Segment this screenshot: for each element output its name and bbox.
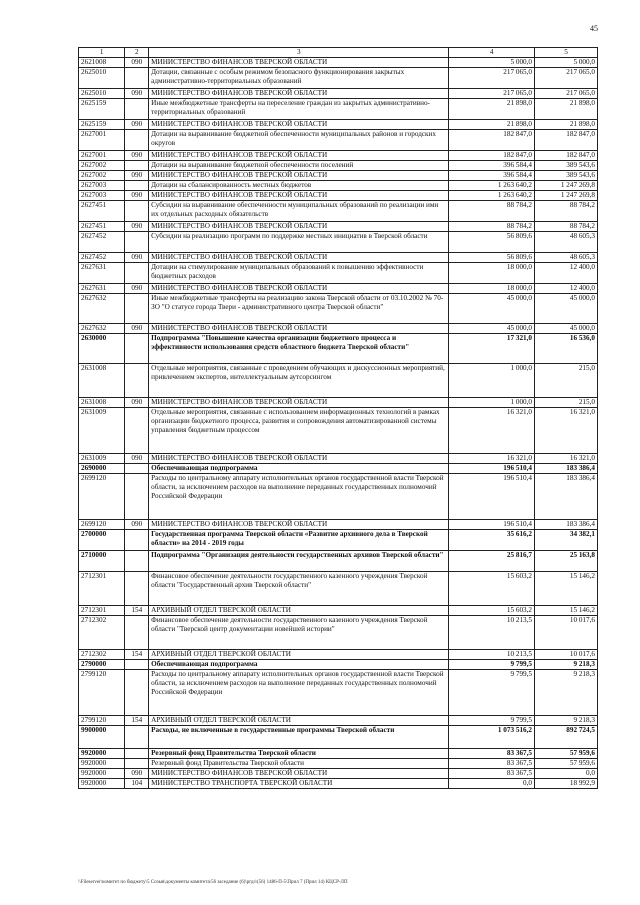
- row-name: МИНИСТЕРСТВО ФИНАНСОВ ТВЕРСКОЙ ОБЛАСТИ: [149, 324, 449, 334]
- row-sub-code: 154: [125, 650, 149, 660]
- row-value-actual: 182 847,0: [535, 151, 598, 161]
- row-sub-code: [125, 551, 149, 572]
- row-value-planned: 0,0: [449, 779, 535, 789]
- row-value-planned: 217 065,0: [449, 89, 535, 99]
- row-name: МИНИСТЕРСТВО ФИНАНСОВ ТВЕРСКОЙ ОБЛАСТИ: [149, 171, 449, 181]
- row-value-actual: 10 017,6: [535, 616, 598, 650]
- row-name: Финансовое обеспечение деятельности государственного казенного учреждения Тверской области "Тверской центр документации новейшей истории": [149, 616, 449, 650]
- row-code: 2627452: [79, 253, 125, 263]
- row-value-actual: 12 400,0: [535, 263, 598, 284]
- row-code: 2627631: [79, 284, 125, 294]
- row-value-planned: 196 510,4: [449, 464, 535, 474]
- row-value-actual: 9 218,3: [535, 716, 598, 726]
- row-code: 2621008: [79, 58, 125, 68]
- row-sub-code: [125, 263, 149, 284]
- row-code: 2631008: [79, 398, 125, 408]
- row-value-planned: 1 263 640,2: [449, 191, 535, 201]
- row-value-planned: 1 263 640,2: [449, 181, 535, 191]
- row-name: Расходы по центральному аппарату исполнительных органов государственной власти Тверской области, за исключением расходов на выполнение переданных государственных полномочий Российской Федерации: [149, 670, 449, 716]
- row-name: АРХИВНЫЙ ОТДЕЛ ТВЕРСКОЙ ОБЛАСТИ: [149, 606, 449, 616]
- row-value-actual: 389 543,6: [535, 171, 598, 181]
- row-value-planned: 16 321,0: [449, 454, 535, 464]
- row-name: АРХИВНЫЙ ОТДЕЛ ТВЕРСКОЙ ОБЛАСТИ: [149, 650, 449, 660]
- row-value-actual: 10 017,6: [535, 650, 598, 660]
- row-name: МИНИСТЕРСТВО ФИНАНСОВ ТВЕРСКОЙ ОБЛАСТИ: [149, 151, 449, 161]
- row-name: Финансовое обеспечение деятельности государственного казенного учреждения Тверской области "Государственный архив Тверской области": [149, 572, 449, 606]
- row-value-actual: 5 000,0: [535, 58, 598, 68]
- row-sub-code: 090: [125, 398, 149, 408]
- table-row: [79, 232, 598, 253]
- row-sub-code: 090: [125, 222, 149, 232]
- row-value-actual: 9 218,3: [535, 670, 598, 716]
- row-sub-code: [125, 726, 149, 749]
- row-value-actual: 15 146,2: [535, 606, 598, 616]
- row-value-planned: 88 784,2: [449, 201, 535, 222]
- table-row: [79, 181, 598, 191]
- table-row: [79, 616, 598, 650]
- row-code: 9920000: [79, 759, 125, 769]
- row-name: Резервный фонд Правительства Тверской области: [149, 759, 449, 769]
- row-value-actual: 9 218,3: [535, 660, 598, 670]
- row-value-actual: 892 724,5: [535, 726, 598, 749]
- table-row: [79, 398, 598, 408]
- row-sub-code: [125, 660, 149, 670]
- row-sub-code: 090: [125, 171, 149, 181]
- row-value-planned: 56 809,6: [449, 253, 535, 263]
- table-row: [79, 551, 598, 572]
- row-value-planned: 1 000,0: [449, 398, 535, 408]
- row-value-planned: 17 321,0: [449, 334, 535, 364]
- row-name: Дотации на выравнивание бюджетной обеспеченности муниципальных районов и городских округов: [149, 130, 449, 151]
- row-sub-code: [125, 530, 149, 551]
- row-name: Иные межбюджетные трансферты на реализацию закона Тверской области от 03.10.2002 № 70-ЗО "О статусе города Твери - административного центра Тверской области": [149, 294, 449, 324]
- row-name: Подпрограмма "Организация деятельности государственных архивов Тверской области": [149, 551, 449, 572]
- table-row: [79, 716, 598, 726]
- row-value-actual: 183 386,4: [535, 474, 598, 520]
- table-row: [79, 520, 598, 530]
- row-value-planned: 396 584,4: [449, 161, 535, 171]
- row-sub-code: [125, 408, 149, 454]
- page-number: 45: [590, 24, 598, 33]
- row-name: МИНИСТЕРСТВО ФИНАНСОВ ТВЕРСКОЙ ОБЛАСТИ: [149, 120, 449, 130]
- row-value-actual: 88 784,2: [535, 222, 598, 232]
- row-value-planned: 396 584,4: [449, 171, 535, 181]
- row-value-planned: 25 816,7: [449, 551, 535, 572]
- row-value-planned: 15 603,2: [449, 606, 535, 616]
- row-value-actual: 1 247 269,8: [535, 191, 598, 201]
- table-row: [79, 201, 598, 222]
- table-body: [79, 58, 598, 789]
- table-row: [79, 68, 598, 89]
- row-code: 2690000: [79, 464, 125, 474]
- row-sub-code: [125, 572, 149, 606]
- row-value-planned: 9 799,5: [449, 670, 535, 716]
- row-value-planned: 1 073 516,2: [449, 726, 535, 749]
- table-row: [79, 58, 598, 68]
- table-row: [79, 253, 598, 263]
- row-value-actual: 45 000,0: [535, 324, 598, 334]
- row-value-planned: 182 847,0: [449, 151, 535, 161]
- table-row: [79, 572, 598, 606]
- row-name: Расходы по центральному аппарату исполнительных органов государственной власти Тверской области, за исключением расходов на выполнение переданных государственных полномочий Российской Федерации: [149, 474, 449, 520]
- row-name: Иные межбюджетные трансферты на переселение граждан из закрытых административно-территориальных образований: [149, 99, 449, 120]
- row-code: 2699120: [79, 474, 125, 520]
- row-code: 9920000: [79, 779, 125, 789]
- row-sub-code: 090: [125, 454, 149, 464]
- row-name: Обеспечивающая подпрограмма: [149, 464, 449, 474]
- row-value-planned: 18 000,0: [449, 263, 535, 284]
- table-row: [79, 171, 598, 181]
- row-value-actual: 16 321,0: [535, 454, 598, 464]
- row-sub-code: [125, 68, 149, 89]
- row-sub-code: 090: [125, 520, 149, 530]
- table-row: [79, 464, 598, 474]
- row-sub-code: [125, 181, 149, 191]
- row-name: Дотации на выравнивание бюджетной обеспеченности поселений: [149, 161, 449, 171]
- row-code: 2625159: [79, 120, 125, 130]
- row-value-actual: 12 400,0: [535, 284, 598, 294]
- row-sub-code: 090: [125, 120, 149, 130]
- row-value-planned: 196 510,4: [449, 474, 535, 520]
- row-value-planned: 1 000,0: [449, 364, 535, 398]
- row-sub-code: 090: [125, 151, 149, 161]
- row-code: 2790000: [79, 660, 125, 670]
- row-sub-code: 154: [125, 716, 149, 726]
- row-value-planned: 217 065,0: [449, 68, 535, 89]
- row-sub-code: [125, 201, 149, 222]
- row-sub-code: 090: [125, 191, 149, 201]
- row-sub-code: [125, 294, 149, 324]
- row-value-actual: 21 898,0: [535, 120, 598, 130]
- row-name: МИНИСТЕРСТВО ФИНАНСОВ ТВЕРСКОЙ ОБЛАСТИ: [149, 769, 449, 779]
- table-header-row: [79, 48, 598, 58]
- row-value-actual: 182 847,0: [535, 130, 598, 151]
- row-sub-code: 090: [125, 58, 149, 68]
- row-name: Обеспечивающая подпрограмма: [149, 660, 449, 670]
- row-name: МИНИСТЕРСТВО ФИНАНСОВ ТВЕРСКОЙ ОБЛАСТИ: [149, 284, 449, 294]
- header-col-1: 1: [79, 48, 125, 58]
- row-code: 2627631: [79, 263, 125, 284]
- row-value-planned: 45 000,0: [449, 294, 535, 324]
- table-row: [79, 606, 598, 616]
- table-row: [79, 89, 598, 99]
- row-value-actual: 215,0: [535, 398, 598, 408]
- row-name: МИНИСТЕРСТВО ФИНАНСОВ ТВЕРСКОЙ ОБЛАСТИ: [149, 191, 449, 201]
- row-code: 2627003: [79, 181, 125, 191]
- row-code: 2627452: [79, 232, 125, 253]
- row-value-actual: 215,0: [535, 364, 598, 398]
- row-sub-code: [125, 232, 149, 253]
- row-sub-code: 090: [125, 324, 149, 334]
- row-value-actual: 45 000,0: [535, 294, 598, 324]
- row-name: МИНИСТЕРСТВО ФИНАНСОВ ТВЕРСКОЙ ОБЛАСТИ: [149, 222, 449, 232]
- row-value-planned: 16 321,0: [449, 408, 535, 454]
- row-name: Государственная программа Тверской области «Развитие архивного дела в Тверской области» на 2014 - 2019 годы: [149, 530, 449, 551]
- header-col-4: 4: [449, 48, 535, 58]
- row-value-planned: 9 799,5: [449, 660, 535, 670]
- row-code: 9920000: [79, 769, 125, 779]
- table-row: [79, 364, 598, 398]
- row-name: Субсидии на реализацию программ по поддержке местных инициатив в Тверской области: [149, 232, 449, 253]
- row-code: 2627003: [79, 191, 125, 201]
- row-code: 2627001: [79, 151, 125, 161]
- row-value-actual: 15 146,2: [535, 572, 598, 606]
- table-row: [79, 191, 598, 201]
- header-col-3: 3: [149, 48, 449, 58]
- table-row: [79, 454, 598, 464]
- row-sub-code: 154: [125, 606, 149, 616]
- row-sub-code: [125, 334, 149, 364]
- table-row: [79, 294, 598, 324]
- row-code: 2712301: [79, 572, 125, 606]
- row-code: 2631009: [79, 454, 125, 464]
- header-col-2: 2: [125, 48, 149, 58]
- table-row: [79, 726, 598, 749]
- row-value-planned: 9 799,5: [449, 716, 535, 726]
- row-value-actual: 16 536,0: [535, 334, 598, 364]
- row-value-actual: 57 959,6: [535, 749, 598, 759]
- table-row: [79, 284, 598, 294]
- row-name: Субсидии на выравнивание обеспеченности муниципальных образований по реализации ими их отдельных расходных обязательств: [149, 201, 449, 222]
- row-sub-code: 090: [125, 253, 149, 263]
- row-code: 2625159: [79, 99, 125, 120]
- table-row: [79, 660, 598, 670]
- row-value-actual: 25 163,8: [535, 551, 598, 572]
- row-code: 2699120: [79, 520, 125, 530]
- table-row: [79, 263, 598, 284]
- row-value-actual: 217 065,0: [535, 89, 598, 99]
- row-code: 2700000: [79, 530, 125, 551]
- row-sub-code: [125, 99, 149, 120]
- row-value-planned: 83 367,5: [449, 759, 535, 769]
- row-value-actual: 57 959,6: [535, 759, 598, 769]
- row-value-actual: 16 321,0: [535, 408, 598, 454]
- table-row: [79, 749, 598, 759]
- row-code: 2631008: [79, 364, 125, 398]
- table-row: [79, 779, 598, 789]
- row-value-planned: 10 213,5: [449, 650, 535, 660]
- row-value-actual: 34 382,1: [535, 530, 598, 551]
- row-sub-code: 090: [125, 284, 149, 294]
- row-code: 2627002: [79, 171, 125, 181]
- table-row: [79, 769, 598, 779]
- budget-table: [78, 47, 598, 789]
- row-code: 2712301: [79, 606, 125, 616]
- row-name: Подпрограмма "Повышение качества организации бюджетного процесса и эффективности использования средств областного бюджета Тверской области": [149, 334, 449, 364]
- row-value-planned: 18 000,0: [449, 284, 535, 294]
- row-name: Расходы, не включенные в государственные программы Тверской области: [149, 726, 449, 749]
- row-value-planned: 56 809,6: [449, 232, 535, 253]
- table-row: [79, 670, 598, 716]
- table-row: [79, 650, 598, 660]
- row-sub-code: 090: [125, 769, 149, 779]
- row-name: Дотации, связанные с особым режимом безопасного функционирования закрытых административно-территориальных образований: [149, 68, 449, 89]
- row-name: АРХИВНЫЙ ОТДЕЛ ТВЕРСКОЙ ОБЛАСТИ: [149, 716, 449, 726]
- row-value-planned: 10 213,5: [449, 616, 535, 650]
- row-sub-code: [125, 130, 149, 151]
- row-code: 2625010: [79, 89, 125, 99]
- row-code: 2712302: [79, 616, 125, 650]
- row-name: Отдельные мероприятия, связанные с использованием информационных технологий в рамках организации бюджетного процесса, развития и сопровождения автоматизированной системы управления бюджетным процессом: [149, 408, 449, 454]
- row-value-actual: 0,0: [535, 769, 598, 779]
- row-value-actual: 48 605,3: [535, 253, 598, 263]
- row-code: 9920000: [79, 749, 125, 759]
- row-value-planned: 45 000,0: [449, 324, 535, 334]
- row-value-actual: 389 543,6: [535, 161, 598, 171]
- row-value-planned: 83 367,5: [449, 749, 535, 759]
- row-name: Отдельные мероприятия, связанные с проведением обучающих и дискуссионных мероприятий, привлечением экспертов, интеллектуальным аутсорсингом: [149, 364, 449, 398]
- row-value-actual: 21 898,0: [535, 99, 598, 120]
- row-name: МИНИСТЕРСТВО ТРАНСПОРТА ТВЕРСКОЙ ОБЛАСТИ: [149, 779, 449, 789]
- row-value-planned: 21 898,0: [449, 120, 535, 130]
- row-value-planned: 88 784,2: [449, 222, 535, 232]
- row-value-actual: 217 065,0: [535, 68, 598, 89]
- row-sub-code: [125, 364, 149, 398]
- row-value-actual: 183 386,4: [535, 520, 598, 530]
- row-code: 2712302: [79, 650, 125, 660]
- row-code: 9900000: [79, 726, 125, 749]
- file-path-footer: \\Fileserver\комитет по бюджету\5 Созыв\документы комитета\56 заседание (6)\ргдз\(56) 1486-П-5\Прил 7 (Прил 14) КЦСР-ЛП: [78, 880, 348, 885]
- table-row: [79, 222, 598, 232]
- header-col-5: 5: [535, 48, 598, 58]
- row-name: Дотации на сбалансированность местных бюджетов: [149, 181, 449, 191]
- row-value-planned: 83 367,5: [449, 769, 535, 779]
- row-name: МИНИСТЕРСТВО ФИНАНСОВ ТВЕРСКОЙ ОБЛАСТИ: [149, 398, 449, 408]
- row-sub-code: [125, 670, 149, 716]
- row-name: МИНИСТЕРСТВО ФИНАНСОВ ТВЕРСКОЙ ОБЛАСТИ: [149, 89, 449, 99]
- row-name: МИНИСТЕРСТВО ФИНАНСОВ ТВЕРСКОЙ ОБЛАСТИ: [149, 253, 449, 263]
- table-row: [79, 408, 598, 454]
- table-row: [79, 130, 598, 151]
- row-sub-code: 104: [125, 779, 149, 789]
- table-row: [79, 334, 598, 364]
- row-sub-code: [125, 759, 149, 769]
- row-value-planned: 196 510,4: [449, 520, 535, 530]
- row-code: 2627451: [79, 222, 125, 232]
- row-name: МИНИСТЕРСТВО ФИНАНСОВ ТВЕРСКОЙ ОБЛАСТИ: [149, 454, 449, 464]
- row-sub-code: [125, 464, 149, 474]
- row-name: Дотации на стимулирование муниципальных образований к повышению эффективности бюджетных расходов: [149, 263, 449, 284]
- row-code: 2631009: [79, 408, 125, 454]
- row-value-actual: 1 247 269,8: [535, 181, 598, 191]
- row-code: 2627632: [79, 294, 125, 324]
- table-row: [79, 530, 598, 551]
- row-code: 2799120: [79, 716, 125, 726]
- row-code: 2799120: [79, 670, 125, 716]
- row-code: 2627451: [79, 201, 125, 222]
- row-name: Резервный фонд Правительства Тверской области: [149, 749, 449, 759]
- row-value-actual: 18 992,9: [535, 779, 598, 789]
- row-value-actual: 88 784,2: [535, 201, 598, 222]
- table-row: [79, 474, 598, 520]
- table-row: [79, 759, 598, 769]
- row-value-planned: 5 000,0: [449, 58, 535, 68]
- row-code: 2627002: [79, 161, 125, 171]
- table-row: [79, 324, 598, 334]
- table-row: [79, 161, 598, 171]
- row-value-planned: 21 898,0: [449, 99, 535, 120]
- row-sub-code: 090: [125, 89, 149, 99]
- row-sub-code: [125, 616, 149, 650]
- row-code: 2627001: [79, 130, 125, 151]
- table-row: [79, 99, 598, 120]
- row-code: 2625010: [79, 68, 125, 89]
- row-name: МИНИСТЕРСТВО ФИНАНСОВ ТВЕРСКОЙ ОБЛАСТИ: [149, 58, 449, 68]
- row-name: МИНИСТЕРСТВО ФИНАНСОВ ТВЕРСКОЙ ОБЛАСТИ: [149, 520, 449, 530]
- row-value-planned: 35 616,2: [449, 530, 535, 551]
- table-row: [79, 151, 598, 161]
- row-code: 2630000: [79, 334, 125, 364]
- row-sub-code: [125, 161, 149, 171]
- row-value-actual: 48 605,3: [535, 232, 598, 253]
- row-value-planned: 182 847,0: [449, 130, 535, 151]
- table-row: [79, 120, 598, 130]
- row-value-planned: 15 603,2: [449, 572, 535, 606]
- row-code: 2710000: [79, 551, 125, 572]
- row-value-actual: 183 386,4: [535, 464, 598, 474]
- row-sub-code: [125, 749, 149, 759]
- row-code: 2627632: [79, 324, 125, 334]
- row-sub-code: [125, 474, 149, 520]
